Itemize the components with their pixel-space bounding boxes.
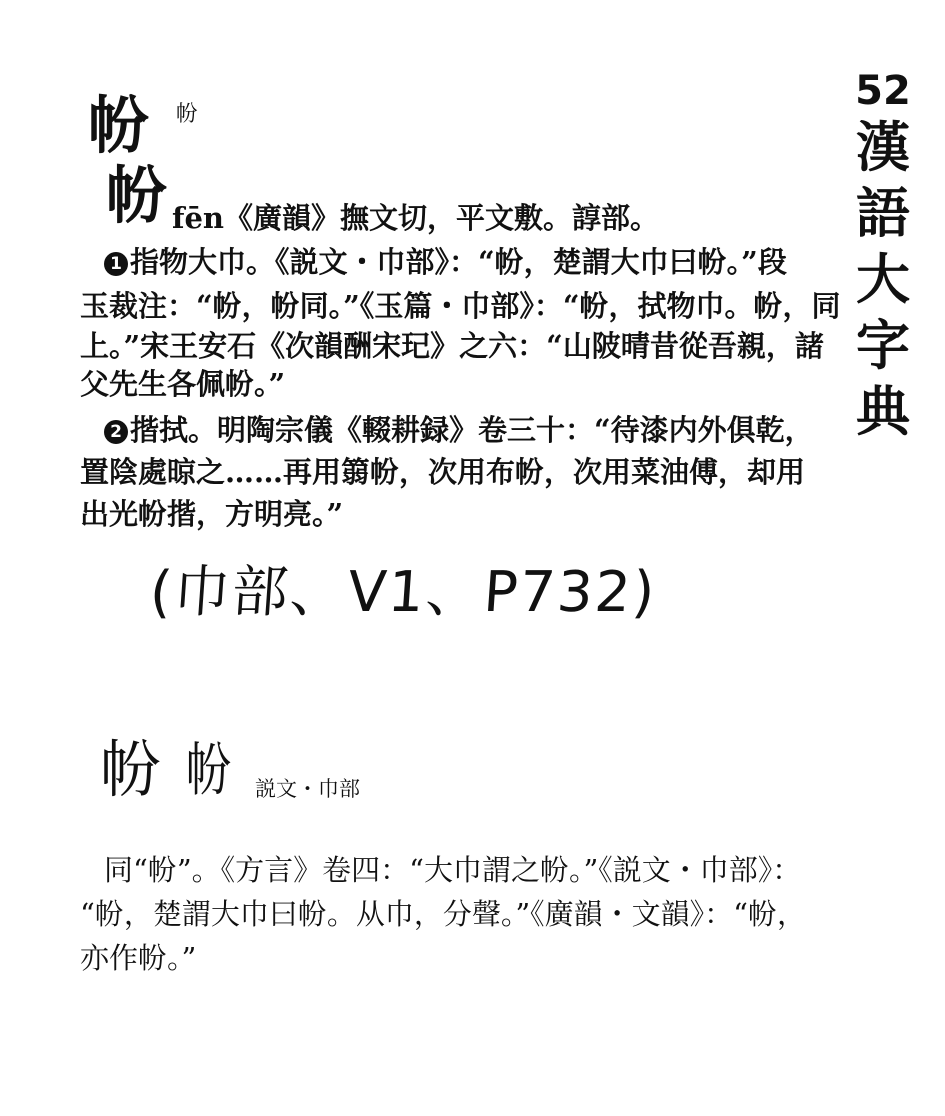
sense2-number: 2 [104, 420, 128, 444]
sense1-line-1 [104, 244, 787, 280]
title-char-4: 字 [856, 313, 910, 377]
entry1-pronunciation: fēn《廣韻》撫文切，平文敷。諄部。 [172, 201, 660, 235]
seal-script-char: 帉 [185, 736, 233, 804]
sense2-text-1: 揩拭。明陶宗儀《輟耕録》卷三十：“待漆内外俱乾， [130, 413, 814, 447]
handwritten-note: (巾部、V1、P732) [147, 560, 659, 625]
title-char-2: 語 [856, 181, 910, 245]
sense1-line-3: 上。”宋王安石《次韻酬宋玘》之六：“山陂晴昔從吾親，諸 [80, 329, 824, 363]
entry2-head: 帉 [100, 733, 163, 806]
sense1-number: 1 [104, 252, 128, 276]
entry1-variant: 帉 [176, 102, 199, 127]
entry2-line-1: 同“帉”。《方言》卷四：“大巾謂之帉。”《説文・巾部》： [104, 853, 802, 887]
entry1-head-bottom: 帉 [106, 159, 169, 232]
sense1-text-1: 指物大巾。《説文・巾部》：“帉，楚謂大巾曰帉。”段 [130, 245, 787, 279]
title-char-3: 大 [856, 247, 910, 311]
entry2-line-3: 亦作帉。” [80, 941, 197, 975]
sense2-line-3: 出光帉揩，方明亮。” [80, 497, 344, 531]
entry2-source: 説文・巾部 [255, 777, 360, 801]
entry2-line-2: “帉，楚謂大巾曰帉。从巾，分聲。”《廣韻・文韻》：“帉， [80, 897, 806, 931]
title-char-1: 漢 [856, 115, 910, 179]
title-char-5: 典 [856, 379, 910, 443]
sense2-line-2: 置陰處晾之……再用篛帉，次用布帉，次用菜油傅，却用 [80, 455, 806, 489]
dictionary-title [848, 68, 918, 444]
page-number: 52 [855, 68, 911, 114]
sense2-line-1 [104, 412, 814, 448]
sense1-line-4: 父先生各佩帉。” [80, 367, 286, 401]
entry1-head-top: 帉 [88, 89, 151, 162]
sense1-line-2: 玉裁注：“帉，帉同。”《玉篇・巾部》：“帉，拭物巾。帉，同 [80, 289, 841, 323]
